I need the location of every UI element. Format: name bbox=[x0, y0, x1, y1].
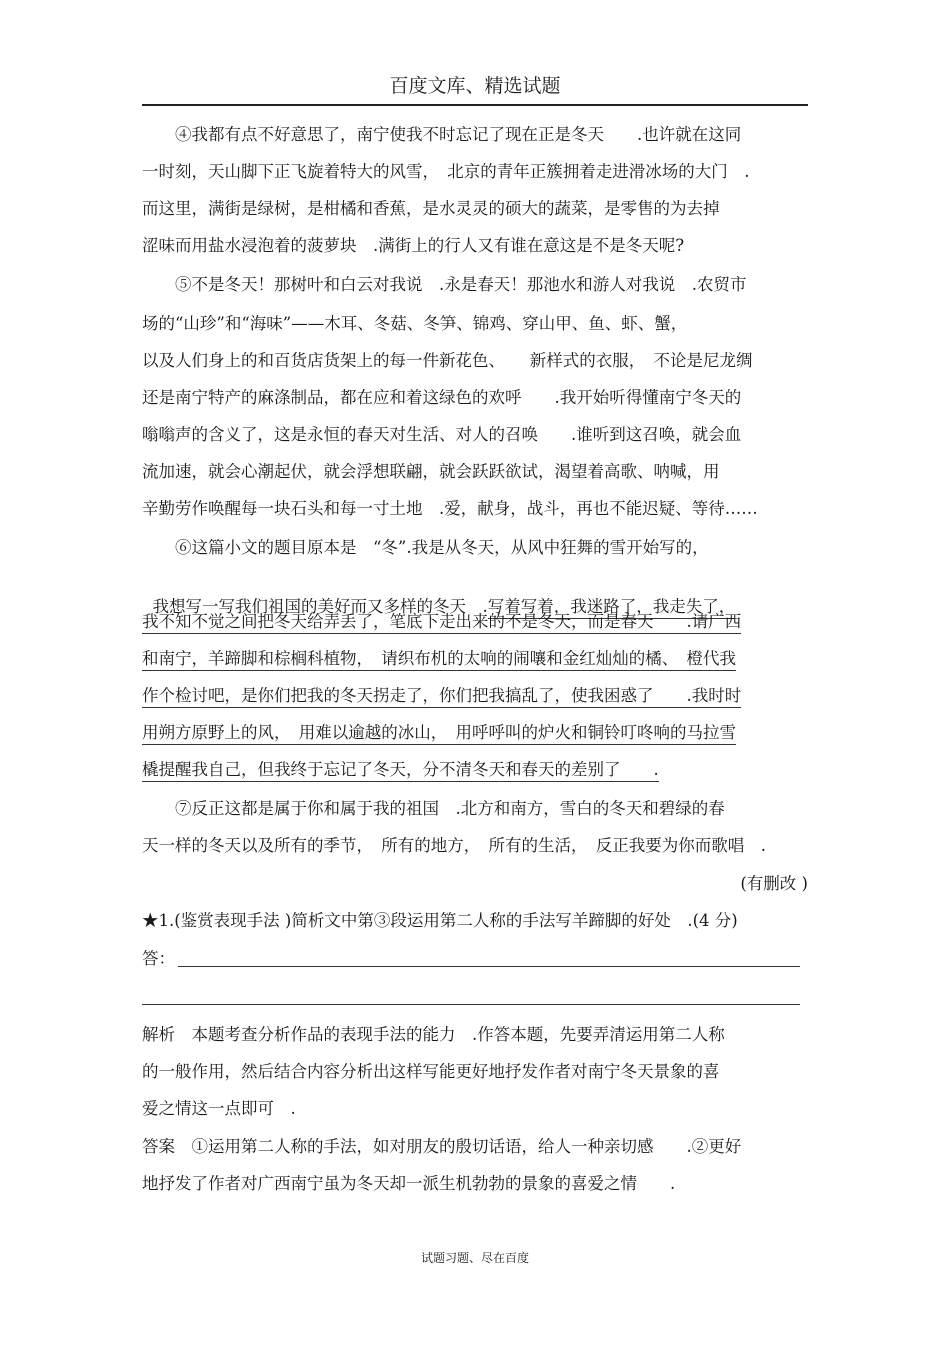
source-note: (有删改 ) bbox=[740, 874, 808, 893]
underlined-text: 用朔方原野上的风， 用难以逾越的冰山， 用呼呼叫的炉火和铜铃叮咚响的马拉雪 bbox=[142, 722, 736, 745]
passage-line: 以及人们身上的和百货店货架上的每一件新花色、 新样式的衣服， 不论是尼龙绸 bbox=[142, 351, 753, 370]
analysis-line: 解析 本题考查分析作品的表现手法的能力 .作答本题，先要弄清运用第二人称 bbox=[142, 1025, 725, 1044]
passage-line: 辛勤劳作唤醒每一块石头和每一寸土地 .爱，献身，战斗，再也不能迟疑、等待…… bbox=[142, 499, 758, 518]
underlined-passage-line bbox=[142, 685, 741, 708]
underlined-passage-line bbox=[142, 648, 736, 671]
passage-line: 场的“山珍”和“海味”——木耳、冬菇、冬笋、锦鸡、穿山甲、鱼、虾、蟹， bbox=[142, 314, 688, 333]
page-header-title: 百度文库、精选试题 bbox=[142, 70, 808, 106]
underlined-text: 写着写着，我迷路了，我走失了， bbox=[488, 596, 736, 619]
passage-line: ④我都有点不好意思了，南宁使我不时忘记了现在正是冬天 .也许就在这同 bbox=[175, 125, 742, 144]
answer-line: 答案 ①运用第二人称的手法，如对朋友的殷切话语，给人一种亲切感 .②更好 bbox=[142, 1137, 742, 1156]
underlined-text: 橇提醒我自己，但我终于忘记了冬天，分不清冬天和春天的差别了 . bbox=[142, 759, 659, 782]
underlined-text: 我不知不觉之间把冬天给弄丢了，笔底下走出来的不是冬天，而是春天 .请广西 bbox=[142, 611, 741, 634]
answer-blank-line[interactable] bbox=[178, 966, 800, 967]
passage-line: 而这里，满街是绿树，是柑橘和香蕉，是水灵灵的硕大的蔬菜，是零售的为去掉 bbox=[142, 199, 720, 218]
question-text: ★1.(鉴赏表现手法 )简析文中第③段运用第二人称的手法写羊蹄脚的好处 .(4 分) bbox=[142, 911, 738, 930]
passage-line: ⑤不是冬天！那树叶和白云对我说 .永是春天！那池水和游人对我说 .农贸市 bbox=[175, 275, 747, 294]
underlined-text: 和南宁，羊蹄脚和棕榈科植物， 请织布机的太响的闹嚷和金红灿灿的橘、 橙代我 bbox=[142, 648, 736, 671]
answer-line: 地抒发了作者对广西南宁虽为冬天却一派生机勃勃的景象的喜爱之情 . bbox=[142, 1174, 676, 1193]
underlined-passage-line bbox=[142, 722, 736, 745]
passage-line: 天一样的冬天以及所有的季节， 所有的地方， 所有的生活， 反正我要为你而歌唱 . bbox=[142, 836, 766, 855]
passage-text: 我想写一写我们祖国的美好而又多样的冬天 . bbox=[152, 597, 488, 616]
passage-line: 嗡嗡声的含义了，这是永恒的春天对生活、对人的召唤 .谁听到这召唤，就会血 bbox=[142, 425, 742, 444]
analysis-line: 爱之情这一点即可 . bbox=[142, 1099, 296, 1118]
answer-blank-line[interactable] bbox=[142, 1004, 800, 1005]
passage-line: 流加速，就会心潮起伏，就会浮想联翩，就会跃跃欲试，渴望着高歌、呐喊，用 bbox=[142, 462, 720, 481]
passage-line: 还是南宁特产的麻涤制品，都在应和着这绿色的欢呼 .我开始听得懂南宁冬天的 bbox=[142, 388, 742, 407]
underlined-text: 作个检讨吧，是你们把我的冬天拐走了，你们把我搞乱了，使我困惑了 .我时时 bbox=[142, 685, 741, 708]
underlined-passage-line bbox=[142, 759, 659, 782]
page-footer: 试题习题、尽在百度 bbox=[420, 1251, 529, 1265]
passage-line: ⑦反正这都是属于你和属于我的祖国 .北方和南方，雪白的冬天和碧绿的春 bbox=[175, 799, 725, 818]
analysis-line: 的一般作用，然后结合内容分析出这样写能更好地抒发作者对南宁冬天景象的喜 bbox=[142, 1062, 720, 1081]
underlined-passage-line bbox=[142, 611, 741, 634]
answer-label: 答： bbox=[142, 949, 175, 968]
passage-line: 涩味而用盐水浸泡着的菠萝块 .满街上的行人又有谁在意这是不是冬天呢? bbox=[142, 236, 685, 255]
passage-line: 一时刻，天山脚下正飞旋着特大的风雪， 北京的青年正簇拥着走进滑冰场的大门 . bbox=[142, 162, 750, 181]
passage-line: ⑥这篇小文的题目原本是 “冬”.我是从冬天，从风中狂舞的雪开始写的， bbox=[175, 538, 709, 557]
